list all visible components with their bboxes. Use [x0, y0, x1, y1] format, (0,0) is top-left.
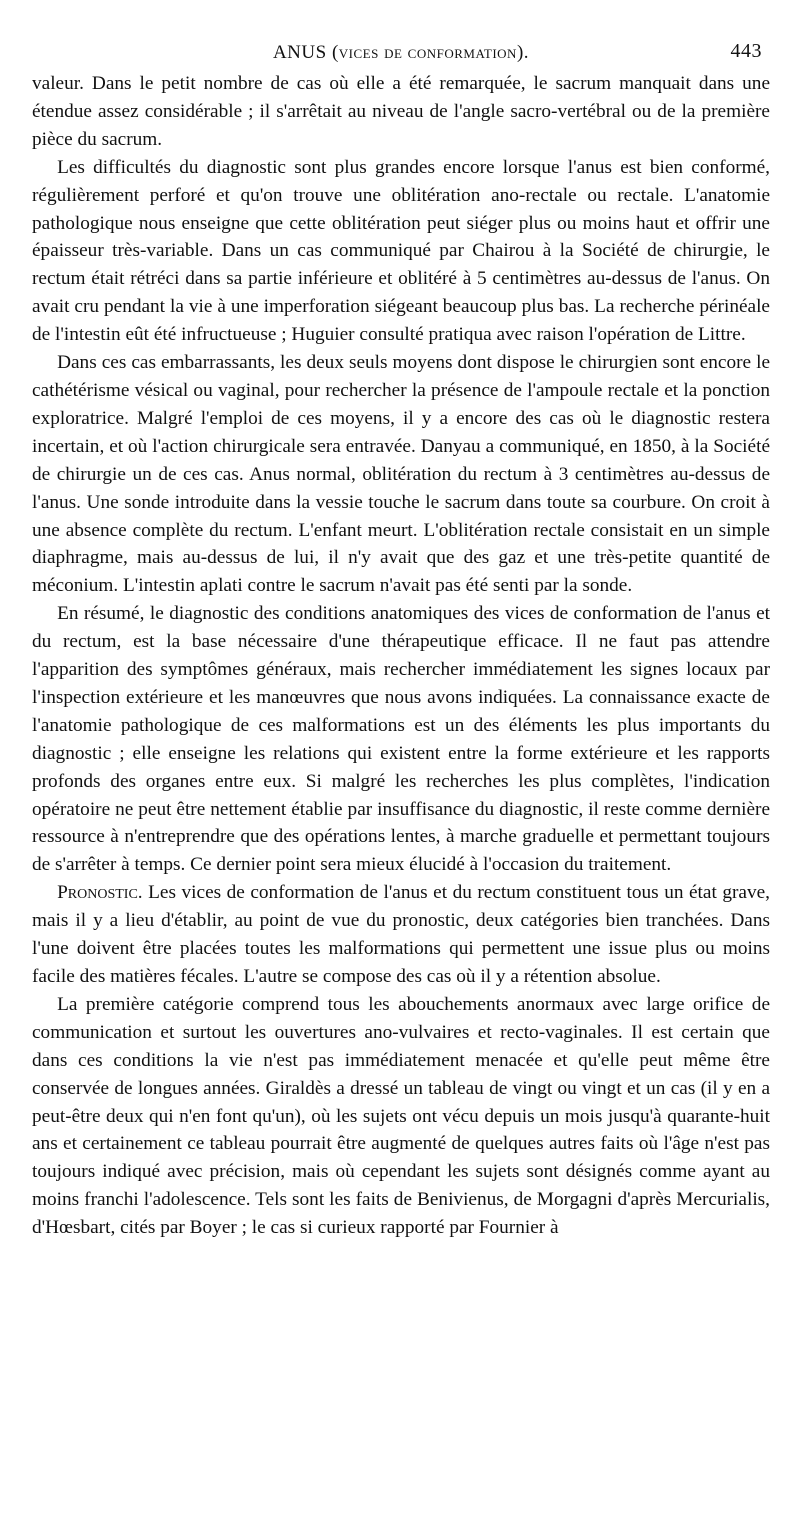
- paragraph-continuation: valeur. Dans le petit nombre de cas où elle a été remarquée, le sacrum manquait dans une étendue assez considérable ; il s'arrêtait au niveau de l'angle sacro-vertébral ou de la première pièce du sacrum.: [32, 73, 770, 150]
- page-number: 443: [730, 40, 762, 62]
- body-text: [32, 70, 770, 1242]
- paragraph-embarrassing-cases: Dans ces cas embarrassants, les deux seuls moyens dont dispose le chirurgien sont encore le cathétérisme vésical ou vaginal, pour rechercher la présence de l'ampoule rectale et la ponction exploratrice. Malgré l'emploi de ces moyens, il y a encore des cas où le diagnostic restera incertain, et où l'action chirurgicale sera entravée. Danyau a communiqué, en 1850, à la Société de chirurgie un de ces cas. Anus normal, oblitération du rectum à 3 centimètres au-dessus de l'anus. Une sonde introduite dans la vessie touche le sacrum dans toute sa courbure. On croit à une absence complète du rectum. L'enfant meurt. L'oblitération rectale consistait en un simple diaphragme, mais au-dessus de lui, il n'y avait que des gaz et une très-petite quantité de méconium. L'intestin aplati contre le sacrum n'avait pas été senti par la sonde.: [32, 352, 770, 597]
- paragraph-first-category: La première catégorie comprend tous les abouchements anormaux avec large orifice de communication et surtout les ouvertures ano-vulvaires et recto-vaginales. Il est certain que dans ces conditions la vie n'est pas immédiatement menacée et qu'elle peut même être conservée de longues années. Giraldès a dressé un tableau de vingt ou vingt et un cas (il y en a peut-être deux qui n'en font qu'un), où les sujets ont vécu depuis un mois jusqu'à quarante-huit ans et certainement ce tableau pourrait être augmenté de quelques autres faits où l'âge n'est pas toujours indiqué avec précision, mais où cependant les sujets sont désignés comme ayant au moins franchi l'adolescence. Tels sont les faits de Benivienus, de Morgagni d'après Mercurialis, d'Hœsbart, cités par Boyer ; le cas si curieux rapporté par Fournier à: [32, 993, 770, 1239]
- running-head-title: [32, 42, 770, 64]
- pronostic-heading: Pronostic.: [57, 882, 143, 904]
- pronostic-text: Les vices de conformation de l'anus et du rectum constituent tous un état grave, mais il y a lieu d'établir, au point de vue du pronostic, deux catégories bien tranchées. Dans l'une doivent être placées toutes les malformations qui permettent une issue plus ou moins facile des matières fécales. L'autre se compose des cas où il y a rétention absolue.: [32, 882, 770, 987]
- running-head-subtitle: (vices de conformation).: [331, 42, 530, 63]
- running-head: [32, 36, 770, 66]
- paragraph-pronostic: [32, 879, 770, 991]
- paragraph-diagnostic-difficulties: Les difficultés du diagnostic sont plus grandes encore lorsque l'anus est bien conformé, régulièrement perforé et qu'on trouve une oblitération ano-rectale ou rectale. L'anatomie pathologique nous enseigne que cette oblitération peut siéger plus ou moins haut et offrir une épaisseur très-variable. Dans un cas communiqué par Chairou à la Société de chirurgie, le rectum était rétréci dans sa partie inférieure et oblitéré à 5 centimètres au-dessus de l'anus. On avait cru pendant la vie à une imperforation siégeant beaucoup plus bas. La recherche périnéale de l'intestin eût été infructueuse ; Huguier consulté pratiqua avec raison l'opération de Littre.: [32, 156, 770, 346]
- paragraph-summary: En résumé, le diagnostic des conditions anatomiques des vices de conformation de l'anus et du rectum, est la base nécessaire d'une thérapeutique efficace. Il ne faut pas attendre l'apparition des symptômes généraux, mais rechercher immédiatement les signes locaux par l'inspection extérieure et les manœuvres que nous avons indiquées. La connaissance exacte de l'anatomie pathologique de ces malformations est un des éléments les plus importants du diagnostic ; elle enseigne les relations qui existent entre la forme extérieure et les rapports profonds des organes entre eux. Si malgré les recherches les plus complètes, l'indication opératoire ne peut être nettement établie par insuffisance du diagnostic, il reste comme dernière ressource à n'entreprendre que des opérations lentes, à marche graduelle et permettant toujours de s'arrêter à temps. Ce dernier point sera mieux élucidé à l'occasion du traitement.: [32, 603, 770, 876]
- running-head-main: ANUS: [272, 42, 327, 63]
